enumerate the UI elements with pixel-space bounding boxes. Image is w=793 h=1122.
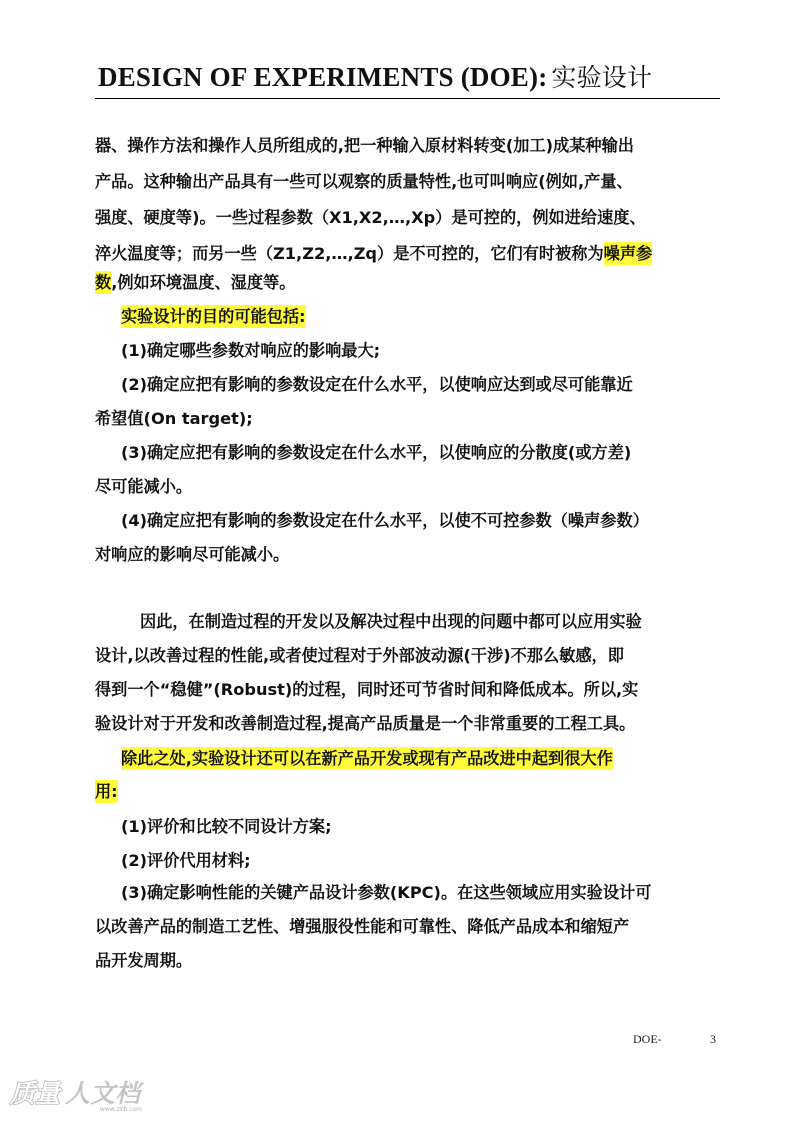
watermark-logo xyxy=(8,1074,158,1118)
highlighted-text: 噪声参 xyxy=(603,244,653,263)
list-item: (3)确定应把有影响的参数设定在什么水平，以使响应的分散度(或方差) xyxy=(121,443,632,462)
list-item-continuation: 对响应的影响尽可能减小。 xyxy=(95,545,290,564)
paragraph-line: 得到一个“稳健”(Robust)的过程，同时还可节省时间和降低成本。所以,实 xyxy=(95,680,639,699)
list-item-continuation: 品开发周期。 xyxy=(95,951,193,970)
highlighted-text: 数 xyxy=(95,273,112,292)
footer-label: DOE- xyxy=(633,1032,662,1046)
text-span: 淬火温度等；而另一些（Z1,Z2,…,Zq）是不可控的，它们有时被称为 xyxy=(95,244,604,263)
page-header xyxy=(95,58,720,99)
paragraph-line: 强度、硬度等)。一些过程参数（X1,X2,…,Xp）是可控的，例如进给速度、 xyxy=(95,208,646,227)
paragraph-line xyxy=(95,244,652,264)
list-item: (2)确定应把有影响的参数设定在什么水平，以使响应达到或尽可能靠近 xyxy=(121,375,633,394)
highlighted-text: 用: xyxy=(95,782,118,801)
list-item: (1)评价和比较不同设计方案; xyxy=(121,817,332,836)
page-title-en: DESIGN OF EXPERIMENTS (DOE): xyxy=(98,62,548,92)
list-item-continuation: 尽可能减小。 xyxy=(95,477,193,496)
paragraph-line xyxy=(95,782,118,802)
highlighted-text: 除此之处,实验设计还可以在新产品开发或现有产品改进中起到很大作 xyxy=(121,749,613,768)
paragraph-line xyxy=(95,273,295,293)
list-item-continuation: 希望值(On target); xyxy=(95,409,253,428)
paragraph-line: 器、操作方法和操作人员所组成的,把一种输入原材料转变(加工)成某种输出 xyxy=(95,136,634,155)
watermark-logo-graphic xyxy=(8,1074,158,1114)
paragraph-line: 因此，在制造过程的开发以及解决过程中出现的问题中都可以应用实验 xyxy=(140,612,642,631)
svg-text:www.zlrb.com: www.zlrb.com xyxy=(100,1106,142,1113)
list-item: (1)确定哪些参数对响应的影响最大; xyxy=(121,341,381,360)
svg-text:人文档: 人文档 xyxy=(65,1079,141,1108)
text-span: ,例如环境温度、湿度等。 xyxy=(111,273,296,292)
list-item: (3)确定影响性能的关键产品设计参数(KPC)。在这些领域应用实验设计可 xyxy=(121,883,652,902)
list-item: (2)评价代用材料; xyxy=(121,851,251,870)
page-number: 3 xyxy=(710,1032,716,1046)
list-item-continuation: 以改善产品的制造工艺性、增强服役性能和可靠性、降低产品成本和缩短产 xyxy=(95,917,630,936)
page-title-cn: 实验设计 xyxy=(551,63,653,92)
paragraph-line: 产品。这种输出产品具有一些可以观察的质量特性,也可叫响应(例如,产量、 xyxy=(95,172,633,191)
page-title xyxy=(98,58,652,94)
paragraph-line: 验设计对于开发和改善制造过程,提高产品质量是一个非常重要的工程工具。 xyxy=(95,714,636,733)
highlighted-text: 实验设计的目的可能包括: xyxy=(121,307,306,326)
paragraph-line xyxy=(121,749,613,769)
section-heading xyxy=(121,307,306,327)
list-item: (4)确定应把有影响的参数设定在什么水平，以使不可控参数（噪声参数） xyxy=(121,511,649,530)
paragraph-line: 设计,以改善过程的性能,或者使过程对于外部波动源(干涉)不那么敏感，即 xyxy=(95,646,624,665)
svg-text:质量: 质量 xyxy=(10,1079,61,1108)
